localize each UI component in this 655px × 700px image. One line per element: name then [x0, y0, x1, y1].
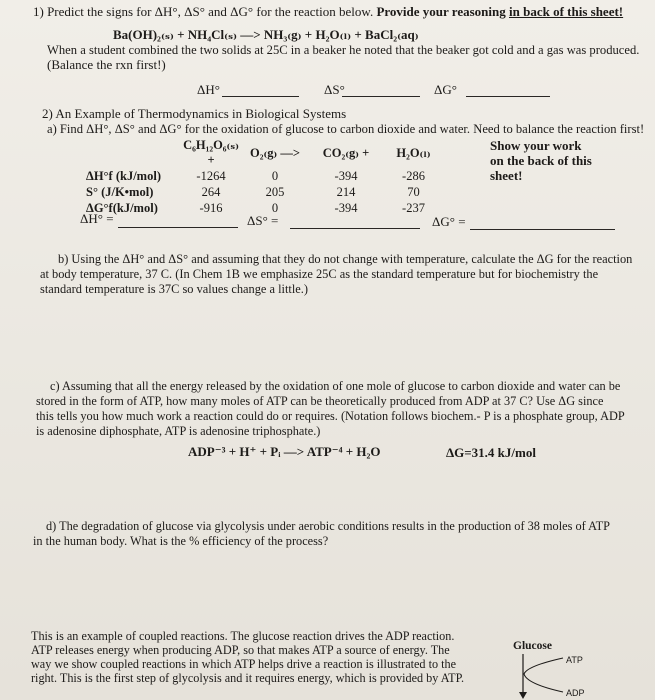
species-water: H₂O₍ₗ₎: [396, 145, 431, 160]
q1-emphasis-underlined: in back of this sheet!: [509, 4, 624, 19]
q1-dg-blank: [466, 96, 550, 97]
table-cell: -916: [199, 201, 223, 215]
q2-part-a: a) Find ΔH°, ΔS° and ΔG° for the oxidation of glucose to carbon dioxide and water. Need to balance the reaction first!: [47, 122, 645, 136]
q1-dh-label: ΔH°: [197, 82, 220, 97]
q2-ds-blank: [290, 228, 420, 229]
coupled-line1: This is an example of coupled reactions. The glucose reaction drives the ADP reaction.: [31, 629, 455, 643]
q1-prompt-line: [33, 5, 623, 20]
table-cell: 70: [407, 185, 420, 199]
table-cell: -1264: [196, 169, 226, 183]
coupled-line2: ATP releases energy when producing ADP, so that makes ATP a source of energy. The: [31, 643, 450, 657]
part-d-line2: in the human body. What is the % efficiency of the process?: [33, 534, 329, 548]
diagram-glucose-label: Glucose: [513, 640, 552, 652]
table-cell: 0: [271, 169, 279, 183]
part-c-line2: stored in the form of ATP, how many moles of ATP can be theoretically produced from ADP at 37 C? Use ΔG since: [36, 394, 604, 408]
diagram-adp-label: ADP: [566, 688, 585, 698]
thermo-data-table: [86, 138, 441, 217]
q2-ds-eq: ΔS° =: [247, 213, 279, 228]
show-work-line3: sheet!: [490, 168, 523, 183]
show-work-line2: on the back of this: [490, 153, 592, 168]
row-label-entropy: S° (J/K•mol): [86, 185, 154, 199]
species-oxygen: O₂₍g₎ —>: [250, 145, 300, 160]
q2-dg-blank: [470, 229, 615, 230]
part-c-line1: c) Assuming that all the energy released by the oxidation of one mole of glucose to carbon dioxide and water can be: [50, 379, 621, 393]
q1-reaction: Ba(OH)₂₍ₛ₎ + NH₄Cl₍ₛ₎ —> NH₃₍g₎ + H₂O₍ₗ₎ + BaCl₂₍aq₎: [113, 27, 419, 42]
atp-delta-g: ΔG=31.4 kJ/mol: [446, 445, 536, 460]
q1-emphasis: Provide your reasoning: [376, 4, 506, 19]
q1-scenario-line1: When a student combined the two solids at 25C in a beaker he noted that the beaker got cold and a gas was produced.: [47, 43, 640, 57]
q2-dh-eq: ΔH° =: [80, 211, 114, 226]
part-c-line4: is adenosine diphosphate, ATP is adenosine triphosphate.): [36, 424, 321, 438]
q1-ds-blank: [342, 96, 420, 97]
species-co2: CO₂₍g₎ +: [322, 145, 370, 160]
row-label-dhf: ΔH°f (kJ/mol): [86, 169, 161, 183]
table-cell: -286: [402, 169, 425, 183]
diagram-atp-label: ATP: [566, 655, 583, 665]
coupled-line4: right. This is the first step of glycolysis and it requires energy, which is provided by ATP.: [31, 671, 465, 685]
atp-reaction: ADP⁻³ + H⁺ + Pᵢ —> ATP⁻⁴ + H₂O: [188, 444, 381, 459]
table-cell: -394: [334, 169, 358, 183]
part-b-line3: standard temperature is 37C so values change a little.): [40, 282, 309, 296]
table-row: [86, 185, 441, 201]
q1-prompt: 1) Predict the signs for ΔH°, ΔS° and ΔG° for the reaction below.: [33, 4, 374, 19]
q2-dg-eq: ΔG° =: [432, 214, 466, 229]
part-b-line1: b) Using the ΔH° and ΔS° and assuming that they do not change with temperature, calculate the ΔG for the reaction: [58, 252, 633, 266]
table-header-row: [86, 138, 441, 169]
q1-dg-label: ΔG°: [434, 82, 457, 97]
table-cell: 214: [336, 185, 356, 199]
q1-ds-label: ΔS°: [324, 82, 345, 97]
q2-heading: 2) An Example of Thermodynamics in Biological Systems: [42, 106, 347, 121]
table-row: [86, 169, 441, 185]
coupled-line3: way we show coupled reactions in which ATP helps drive a reaction is illustrated to the: [31, 657, 456, 671]
row-label-dgf: ΔG°f(kJ/mol): [86, 201, 158, 215]
table-cell: -237: [402, 201, 425, 215]
table-cell: 0: [271, 201, 279, 215]
species-glucose: C₆H₁₂O₆₍ₛ₎ +: [183, 138, 239, 167]
q1-dh-blank: [222, 96, 299, 97]
coupled-reaction-arrow-icon: [505, 652, 575, 700]
show-work-line1: Show your work: [490, 138, 582, 153]
table-cell: 205: [265, 185, 285, 199]
part-d-line1: d) The degradation of glucose via glycolysis under aerobic conditions results in the production of 38 moles of ATP: [46, 519, 610, 533]
part-b-line2: at body temperature, 37 C. (In Chem 1B we emphasize 25C as the standard temperature but for biochemistry the: [40, 267, 599, 281]
table-cell: 264: [201, 185, 221, 199]
part-c-line3: this tells you how much work a reaction could do or requires. (Notation follows biochem.- P is a phosphate group, ADP: [36, 409, 625, 423]
q1-scenario-line2: (Balance the rxn first!): [47, 57, 166, 72]
table-cell: -394: [334, 201, 358, 215]
q2-dh-blank: [118, 227, 238, 228]
